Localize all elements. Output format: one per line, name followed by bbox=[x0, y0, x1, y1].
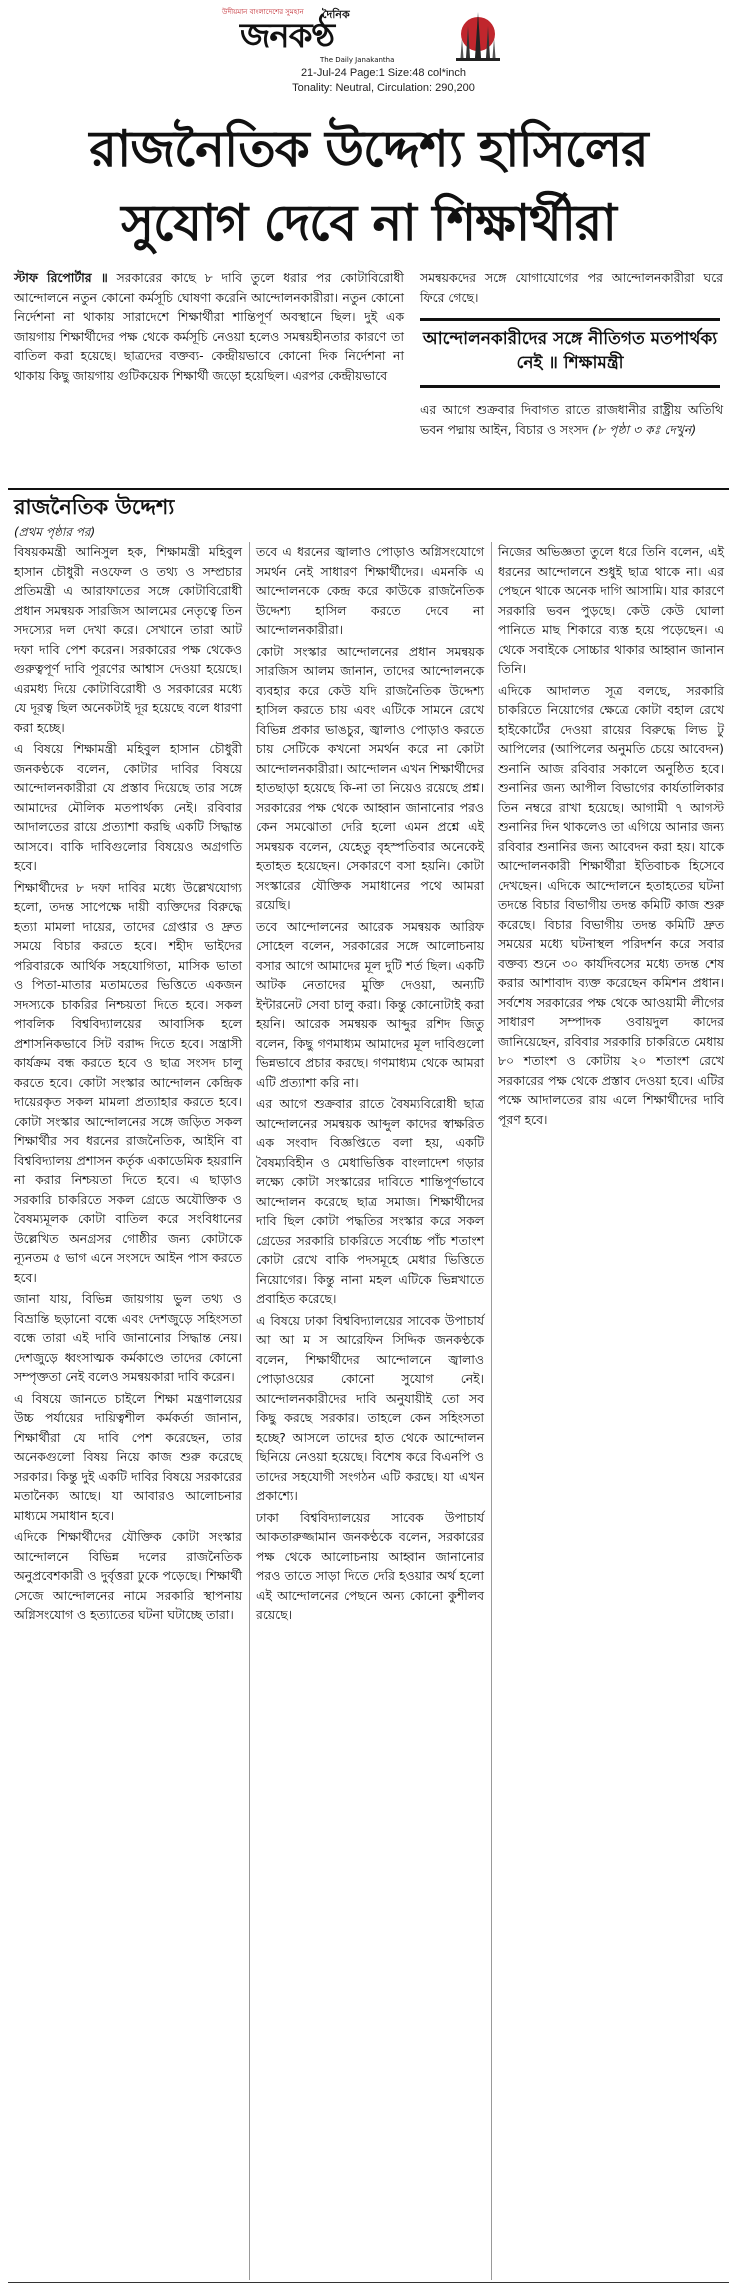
paragraph: এর আগে শুক্রবার রাতে বৈষম্যবিরোধী ছাত্র আন্দোলনের সমন্বয়ক আব্দুল কাদের স্বাক্ষরিত এক সংবাদ বিজ্ঞপ্তিতে বলা হয়, একটি বৈষম্যবিহীন ও মেধাভিত্তিক বাংলাদেশ গড়ার লক্ষ্যে কোটা সংস্কারের দাবিতে শান্তিপূর্ণভাবে আন্দোলন করেছে ছাত্র সমাজ। শিক্ষার্থীদের দাবি ছিল কোটা পদ্ধতির সংস্কার করে সকল গ্রেডের সরকারি চাকরিতে সর্বোচ্চ পাঁচ শতাংশ কোটা রেখে বাকি পদসমূহে মেধার ভিত্তিতে নিয়োগের। কিন্তু নানা মহল এটিকে ভিন্নখাতে প্রবাহিত করেছে। bbox=[256, 1096, 484, 1306]
lead-right-column bbox=[420, 268, 723, 309]
byline: স্টাফ রিপোর্টার ॥ bbox=[14, 270, 108, 285]
paragraph: নিজের অভিজ্ঞতা তুলে ধরে তিনি বলেন, এই ধরনের আন্দোলনে শুধুই ছাত্র থাকে না। এর পেছনে থাকে অনেক দাগি আসামি। যার কারণে সরকারি ভবন পুড়ছে। কেউ কেউ ঘোলা পানিতে মাছ শিকারে ব্যস্ত হয়ে পড়েছেন। এ থেকে সবাইকে সোচ্চার থাকার আহ্বান জানান তিনি। bbox=[498, 544, 724, 676]
lead-right-text: সমন্বয়কদের সঙ্গে যোগাযোগের পর আন্দোলনকারীরা ঘরে ফিরে গেছে। bbox=[420, 270, 723, 305]
bottom-rule bbox=[8, 2282, 729, 2283]
paragraph: তবে আন্দোলনের আরেক সমন্বয়ক আরিফ সোহেল বলেন, সরকারের সঙ্গে আলোচনায় বসার আগে আমাদের মূল দুটি শর্ত ছিল। একটি আটক নেতাদের মুক্তি দেওয়া, অন্যটি ইন্টারনেট সেবা চালু করা। কিন্তু কোনোটাই করা হয়নি। আরেক সমন্বয়ক আব্দুর রশিদ জিতু বলেন, কিছু গণমাধ্যম আমাদের মূল দাবিগুলো ভিন্নভাবে প্রচার করছে। গণমাধ্যম থেকে আমরা এটি প্রত্যাশা করি না। bbox=[256, 918, 484, 1090]
paragraph: এদিকে আদালত সূত্র বলছে, সরকারি চাকরিতে নিয়োগের ক্ষেত্রে কোটা বহাল রেখে হাইকোর্টের দেওয়া রায়ের বিরুদ্ধে লিভ টু আপিলের (আপিলের অনুমতি চেয়ে আবেদন) শুনানি আজ রবিবার সকালে অনুষ্ঠিত হবে। শুনানির জন্য আপীল বিভাগের কার্যতালিকার তিন নম্বরে রাখা হয়েছে। আগামী ৭ আগস্ট শুনানির দিন থাকলেও তা এগিয়ে আনার জন্য রবিবার শুনানির জন্য আবেদন করা হয়। যাকে আন্দোলনকারী শিক্ষার্থীরা ইতিবাচক হিসেবে দেখছেন। এদিকে আন্দোলনে হতাহতের ঘটনা তদন্তে বিচার বিভাগীয় তদন্ত কমিটি কাজ শুরু করেছে। বিচার বিভাগীয় তদন্ত কমিটি দ্রুত সময়ের মধ্যে ঘটনাস্থল পরিদর্শন করে সবার বক্তব্য শুনে ৩০ কার্যদিবসের মধ্যে তদন্ত শেষ করার আশাবাদ ব্যক্ত করেছেন কমিশন প্রধান। সর্বশেষ সরকারের পক্ষ থেকে আওয়ামী লীগের সাধারণ সম্পাদক ওবায়দুল কাদের জানিয়েছেন, রবিবার সরকারি চাকরিতে মেধায় ৮০ শতাংশ ও কোটায় ২০ শতাংশ রেখে সরকারের পক্ষ থেকে প্রস্তাব দেওয়া হবে। এটির পক্ষে আদালতের রায় এলে শিক্ষার্থীদের দাবি পূরণ হবে। bbox=[498, 682, 724, 1127]
paragraph: জানা যায়, বিভিন্ন জায়গায় ভুল তথ্য ও বিভ্রান্তি ছড়ানো বন্ধে এবং দেশজুড়ে সহিংসতা বন্ধে তারা এই দাবি জানানোর সিদ্ধান্ত নেয়। দেশজুড়ে ধ্বংসাত্মক কর্মকাণ্ডে তাদের কোনো সম্পৃক্ততা নেই বলেও সমন্বয়কারা দাবি করেন। bbox=[14, 1291, 242, 1384]
section-divider bbox=[8, 488, 729, 490]
newspaper-logo bbox=[222, 6, 512, 68]
masthead bbox=[0, 0, 737, 108]
paragraph: এ বিষয়ে শিক্ষামন্ত্রী মহিবুল হাসান চৌধুরী জনকণ্ঠকে বলেন, কোটার দাবির বিষয়ে আন্দোলনকারীরা যে প্রস্তাব দিয়েছে তার সঙ্গে আমাদের মৌলিক মতপার্থক্য নেই। রবিবার আদালতের রায়ে প্রত্যাশা করছি একটি সিদ্ধান্ত আসবে। বাকি দাবিগুলোর বিষয়েও অগ্রগতি হবে। bbox=[14, 741, 242, 873]
logo-daily: দৈনিক bbox=[322, 8, 350, 21]
paragraph: ঢাকা বিশ্ববিদ্যালয়ের সাবেক উপাচার্য আকতারুজ্জামান জনকণ্ঠকে বলেন, সরকারের পক্ষ থেকে আলোচনায় আহ্বান জানানোর পরও তাতে সাড়া দিতে দেরি হওয়ার অর্থ হলো এই আন্দোলনের পেছনে অন্য কোনো কুশীলব রয়েছে। bbox=[256, 1509, 484, 1622]
paragraph: তবে এ ধরনের জ্বালাও পোড়াও অগ্নিসংযোগে সমর্থন নেই সাধারণ শিক্ষার্থীদের। এমনকি এ আন্দোলনকে কেন্দ্র করে কাউকে রাজনৈতিক উদ্দেশ্য হাসিল করতে দেবে না আন্দোলনকারীরা। bbox=[256, 544, 484, 637]
article-column-1 bbox=[14, 542, 242, 1627]
continuation-title: রাজনৈতিক উদ্দেশ্য bbox=[14, 495, 175, 519]
paragraph: কোটা সংস্কার আন্দোলনের প্রধান সমন্বয়ক সারজিস আলম জানান, তাদের আন্দোলনকে ব্যবহার করে কেউ যদি রাজনৈতিক উদ্দেশ্য হাসিল করতে চায় এবং এটিকে সামনে রেখে বিভিন্ন প্রকার ভাঙচুর, জ্বালাও পোড়াও করতে চায় সেটিকে কখনো সমর্থন করে না কোটা আন্দোলনকারীরা। আন্দোলন এখন শিক্ষার্থীদের হাতছাড়া হয়েছে কি-না তা নিয়েও রয়েছে প্রশ্ন। সরকারের পক্ষ থেকে আহ্বান জানানোর পরও কেন সমঝোতা দেরি হলো এমন প্রশ্নে এই সমন্বয়ক বলেন, যেহেতু বৃহস্পতিবার অনেকেই হতাহত হয়েছেন। সেকারণে বসা হয়নি। কোটা সংস্কারের যৌক্তিক সমাধানের পথে আমরা রয়েছি। bbox=[256, 643, 484, 912]
monument-icon bbox=[454, 8, 502, 64]
column-rule bbox=[491, 542, 492, 2280]
paragraph: এ বিষয়ে জানতে চাইলে শিক্ষা মন্ত্রণালয়ের উচ্চ পর্যায়ের দায়িত্বশীল কর্মকর্তা জানান, শিক্ষার্থীরা যে দাবি পেশ করেছেন, তার অনেকগুলো বিষয় নিয়ে কাজ শুরু করেছে সরকার। কিন্তু দুই একটি দাবির বিষয়ে সরকারের মতানৈক্য আছে। যা আবারও আলোচনার মাধ্যমে সমাধান হবে। bbox=[14, 1390, 242, 1523]
lead-left-column bbox=[14, 268, 404, 387]
lead-right-text-2: এর আগে শুক্রবার দিবাগত রাতে রাজধানীর রাষ্ট্রীয় অতিথি ভবন পদ্মায় আইন, বিচার ও সংসদ bbox=[420, 402, 723, 437]
logo-english: The Daily Janakantha bbox=[320, 56, 395, 64]
headline bbox=[20, 112, 717, 260]
headline-line-1: রাজনৈতিক উদ্দেশ্য হাসিলের bbox=[89, 120, 648, 178]
lead-left-text: সরকারের কাছে ৮ দাবি তুলে ধরার পর কোটাবিরোধী আন্দোলনে নতুন কোনো কর্মসূচি ঘোষণা করেনি আন্দোলনকারীরা। নতুন কোনো নির্দেশনা না থাকায় সারাদেশে শিক্ষার্থীরা শান্তিপূর্ণ অবস্থানে ছিল। দুই এক জায়গায় শিক্ষার্থীদের পক্ষ থেকে কর্মসূচি নেওয়া হলেও সমন্বয়হীনতার কারণে তা বাতিল করা হয়েছে। ছাত্রদের বক্তব্য- কেন্দ্রীয়ভাবে কোনো দিক নির্দেশনা না থাকায় কিছু জায়গায় গুটিকয়েক শিক্ষার্থী জড়ো হয়েছিল। এরপর কেন্দ্রীয়ভাবে bbox=[14, 270, 404, 383]
continued-from-note: (প্রথম পৃষ্ঠার পর) bbox=[14, 525, 96, 539]
subheadline-box: আন্দোলনকারীদের সঙ্গে নীতিগত মতপার্থক্য নেই ॥ শিক্ষামন্ত্রী bbox=[420, 318, 720, 388]
meta-line-2: Tonality: Neutral, Circulation: 290,200 bbox=[292, 82, 475, 94]
column-rule bbox=[249, 542, 250, 2280]
clipping-meta bbox=[0, 66, 737, 96]
paragraph: এ বিষয়ে ঢাকা বিশ্ববিদ্যালয়ের সাবেক উপাচার্য আ আ ম স আরেফিন সিদ্দিক জনকণ্ঠকে বলেন, শিক্ষার্থীদের আন্দোলনে জ্বালাও পোড়াওয়ের কোনো সুযোগ নেই। আন্দোলনকারীদের দাবি অনুযায়ীই তো সব কিছু করছে সরকার। তাহলে কেন সহিংসতা হচ্ছে? আসলে তাদের হাত থেকে আন্দোলন ছিনিয়ে নেওয়া হয়েছে। বিশেষ করে বিএনপি ও তাদের সহযোগী সংগঠন এটি করছে। যা এখন প্রকাশ্যে। bbox=[256, 1312, 484, 1503]
lead-right-column-2 bbox=[420, 400, 723, 441]
logo-tagline: উদীয়মান বাংলাদেশের সুমহান bbox=[222, 8, 304, 16]
continued-note: (৮ পৃষ্ঠা ৩ কঃ দেখুন) bbox=[592, 421, 697, 437]
article-column-2 bbox=[256, 542, 484, 1627]
paragraph: বিষয়কমন্ত্রী আনিসুল হক, শিক্ষামন্ত্রী মহিবুল হাসান চৌধুরী নওফেল ও তথ্য ও সম্প্রচার প্রতিমন্ত্রী এ আরাফাতের সঙ্গে কোটাবিরোধী প্রধান সমন্বয়ক সারজিস আলমের নেতৃত্বে তিন সদস্যের দল দেখা করে। সেখানে তারা আট দফা দাবি পেশ করেন। সরকারের পক্ষ থেকেও গুরুত্বপূর্ণ দাবি পূরণের আশ্বাস দেওয়া হয়েছে। এরমধ্য দিয়ে কোটাবিরোধী ও সরকারের মধ্যে যে দূরত্ব ছিল অনেকটাই দূর হয়েছে বলে ধারণা করা হচ্ছে। bbox=[14, 544, 242, 735]
article-column-3 bbox=[498, 542, 724, 1131]
paragraph: শিক্ষার্থীদের ৮ দফা দাবির মধ্যে উল্লেখযোগ্য হলো, তদন্ত সাপেক্ষে দায়ী ব্যক্তিদের বিরুদ্ধে হত্যা মামলা দায়ের, তাদের গ্রেপ্তার ও দ্রুত সময়ে বিচার করতে হবে। শহীদ ভাইদের পরিবারকে আর্থিক সহযোগিতা, মাসিক ভাতা ও পিতা-মাতার মতামতের ভিত্তিতে একজন সদস্যকে চাকরির নিশ্চয়তা দিতে হবে। সকল পাবলিক বিশ্ববিদ্যালয়ের আবাসিক হলে প্রশাসনিকভাবে সিট বরাদ্দ দিতে হবে। সন্ত্রাসী কার্যক্রম বন্ধ করতে হবে ও ছাত্র সংসদ চালু করতে হবে। কোটা সংস্কার আন্দোলন কেন্দ্রিক দায়েরকৃত সকল মামলা প্রত্যাহার করতে হবে। কোটা সংস্কার আন্দোলনের সঙ্গে জড়িত সকল শিক্ষার্থীর সব ধরনের রাজনৈতিক, আইনি বা বিশ্ববিদ্যালয় প্রশাসন কর্তৃক একাডেমিক হয়রানি না করার নিশ্চয়তা দিতে হবে। এ ছাড়াও সরকারি চাকরিতে সকল গ্রেডে অযৌক্তিক ও বৈষম্যমূলক কোটা বাতিল করে সংবিধানের উল্লেখিত অনগ্রসর গোষ্ঠীর জন্য কোটাকে ন্যূনতম ৫ ভাগ এনে সংসদে আইন পাস করতে হবে। bbox=[14, 879, 242, 1285]
paragraph: এদিকে শিক্ষার্থীদের যৌক্তিক কোটা সংস্কার আন্দোলনে বিভিন্ন দলের রাজনৈতিক অনুপ্রবেশকারী ও দুর্বৃত্তরা ঢুকে পড়েছে। শিক্ষার্থী সেজে আন্দোলনের নামে সরকারি স্থাপনায় অগ্নিসংযোগ ও হত্যাতের ঘটনা ঘটাচ্ছে তারা। bbox=[14, 1529, 242, 1622]
meta-line-1: 21-Jul-24 Page:1 Size:48 col*inch bbox=[300, 67, 467, 79]
logo-brand: জনকণ্ঠ bbox=[240, 16, 335, 56]
headline-line-2: সুযোগ দেবে না শিক্ষার্থীরা bbox=[121, 194, 616, 252]
